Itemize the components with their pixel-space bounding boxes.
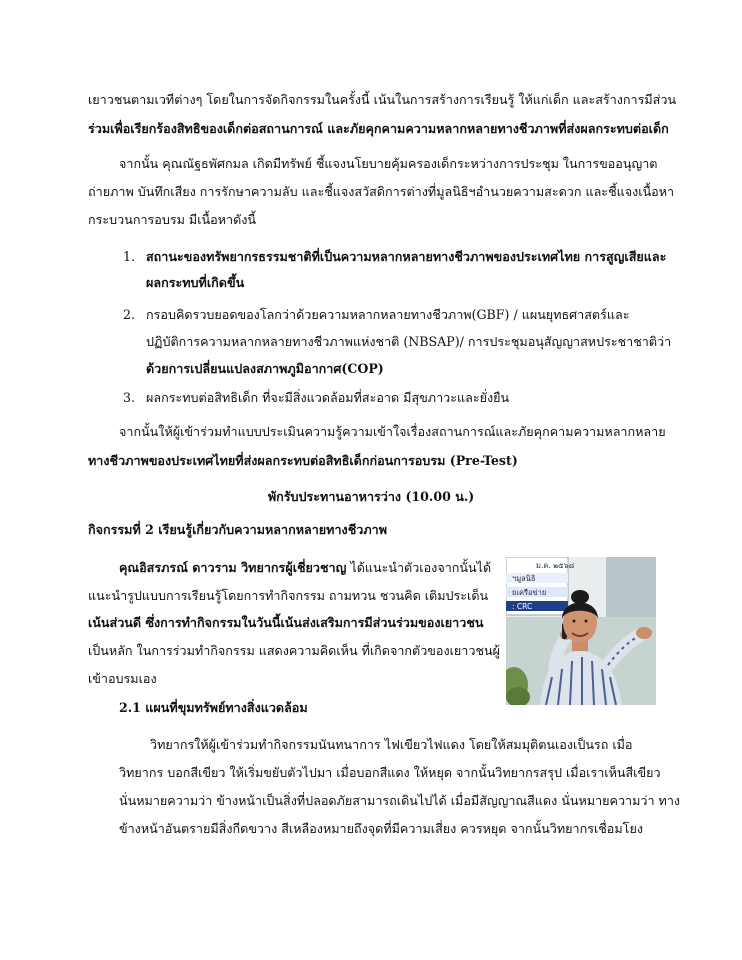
board-text-1: ม.ค. ๒๕๖๘ — [536, 561, 575, 570]
list-item-3-number: 3. — [123, 390, 136, 405]
paragraph-4-line-4: เป็นหลัก ในการร่วมทำกิจกรรม แสดงความคิดเห็น ที่เกิดจากตัวของเยาวชนผู้ — [88, 643, 500, 658]
paragraph-5-line-1: วิทยากรให้ผู้เข้าร่วมทำกิจกรรมนันทนาการ ไฟเขียวไฟแดง โดยให้สมมุติตนเองเป็นรถ เมื่อ — [150, 737, 633, 752]
speaker-name: คุณอิสรภรณ์ ดาวราม วิทยากรผู้เชี่ยวชาญ — [119, 560, 347, 575]
section-2-1-heading: 2.1 แผนที่ขุมทรัพย์ทางสิ่งแวดล้อม — [119, 700, 308, 715]
list-item-1-line-2: ผลกระทบที่เกิดขึ้น — [146, 275, 245, 290]
paragraph-1-line-1: เยาวชนตามเวทีต่างๆ โดยในการจัดกิจกรรมในครั้งนี้ เน้นในการสร้างการเรียนรู้ ให้แก่เด็ก และสร้างการมีส่วน — [88, 92, 677, 107]
paragraph-5-line-3: นั่นหมายความว่า ข้างหน้าเป็นสิ่งที่ปลอดภัยสามารถเดินไปได้ เมื่อมีสัญญาณสีแดง นั่นหมายความว่า ทาง — [119, 793, 681, 808]
activity-2-label: กิจกรรมที่ 2 — [88, 522, 154, 537]
board-text-3: ยเครือข่าย — [512, 588, 547, 597]
paragraph-2-line-2: ถ่ายภาพ บันทึกเสียง การรักษาความลับ และชี้แจงสวัสดิการต่างที่มูลนิธิฯอำนวยความสะดวก และชี้แจงเนื้อหา — [88, 184, 675, 199]
list-item-1-number: 1. — [123, 249, 136, 264]
list-item-1-line-1: สถานะของทรัพยากรธรรมชาติที่เป็นความหลากหลายทางชีวภาพของประเทศไทย การสูญเสียและ — [146, 249, 667, 264]
paragraph-2-line-1: จากนั้น คุณณัฐธพัศกมล เกิดมีทรัพย์ ชี้แจงนโยบายคุ้มครองเด็กระหว่างการประชุม ในการขออนุญาต — [119, 156, 658, 171]
list-item-2-line-1: กรอบคิดรวบยอดของโลกว่าด้วยความหลากหลายทางชีวภาพ(GBF) / แผนยุทธศาสตร์และ — [146, 307, 630, 322]
activity-2-heading — [88, 521, 387, 539]
activity-2-title: เรียนรู้เกี่ยวกับความหลากหลายทางชีวภาพ — [153, 522, 387, 537]
paragraph-5-line-4: ข้างหน้าอันตรายมีสิ่งกีดขวาง สีเหลืองหมายถึงจุดที่มีความเสี่ยง ควรหยุด จากนั้นวิทยากรเชื่อมโยง — [119, 821, 643, 836]
paragraph-3-line-1: จากนั้นให้ผู้เข้าร่วมทำแบบประเมินความรู้ความเข้าใจเรื่องสถานการณ์และภัยคุกคามความหลากหลาย — [119, 424, 666, 439]
break-heading: พักรับประทานอาหารว่าง (10.00 น.) — [267, 489, 475, 504]
list-item-3-line-1: ผลกระทบต่อสิทธิเด็ก ที่จะมีสิ่งแวดล้อมที่สะอาด มีสุขภาวะและยั่งยืน — [146, 390, 510, 405]
list-item-2-line-3: ด้วยการเปลี่ยนแปลงสภาพภูมิอากาศ(COP) — [146, 361, 384, 376]
paragraph-4-line-1-rest: ได้แนะนำตัวเองจากนั้นได้ — [346, 560, 492, 575]
board-text-4: : CRC — [512, 602, 533, 611]
paragraph-4-line-3: เน้นส่วนดี ซึ่งการทำกิจกรรมในวันนี้เน้นส่งเสริมการมีส่วนร่วมของเยาวชน — [88, 615, 484, 630]
speaker-photo — [506, 557, 656, 705]
paragraph-1-line-2: ร่วมเพื่อเรียกร้องสิทธิของเด็กต่อสถานการณ์ และภัยคุกคามความหลากหลายทางชีวภาพที่ส่งผลกระทบต่อเด็ก — [88, 121, 669, 136]
board-text-2: ฯมูลนิธิ — [512, 574, 536, 583]
paragraph-4-line-5: เข้าอบรมเอง — [88, 671, 157, 686]
paragraph-4-line-2: แนะนำรูปแบบการเรียนรู้โดยการทำกิจกรรม ถามทวน ชวนคิด เติมประเด็น — [88, 588, 489, 603]
paragraph-5-line-2: วิทยากร บอกสีเขียว ให้เริ่มขยับตัวไปมา เมื่อบอกสีแดง ให้หยุด จากนั้นวิทยากรสรุป เมื่อเราเห็นสีเขียว — [119, 765, 661, 780]
list-item-2-line-2: ปฏิบัติการความหลากหลายทางชีวภาพแห่งชาติ (NBSAP)/ การประชุมอนุสัญญาสหประชาชาติว่า — [146, 334, 672, 349]
paragraph-2-line-3: กระบวนการอบรม มีเนื้อหาดังนี้ — [88, 212, 257, 227]
paragraph-3-line-2: ทางชีวภาพของประเทศไทยที่ส่งผลกระทบต่อสิทธิเด็กก่อนการอบรม (Pre-Test) — [88, 453, 518, 468]
paragraph-4-line-1 — [119, 559, 491, 577]
speaker-photo-illustration — [506, 557, 656, 705]
list-item-2-number: 2. — [123, 307, 136, 322]
